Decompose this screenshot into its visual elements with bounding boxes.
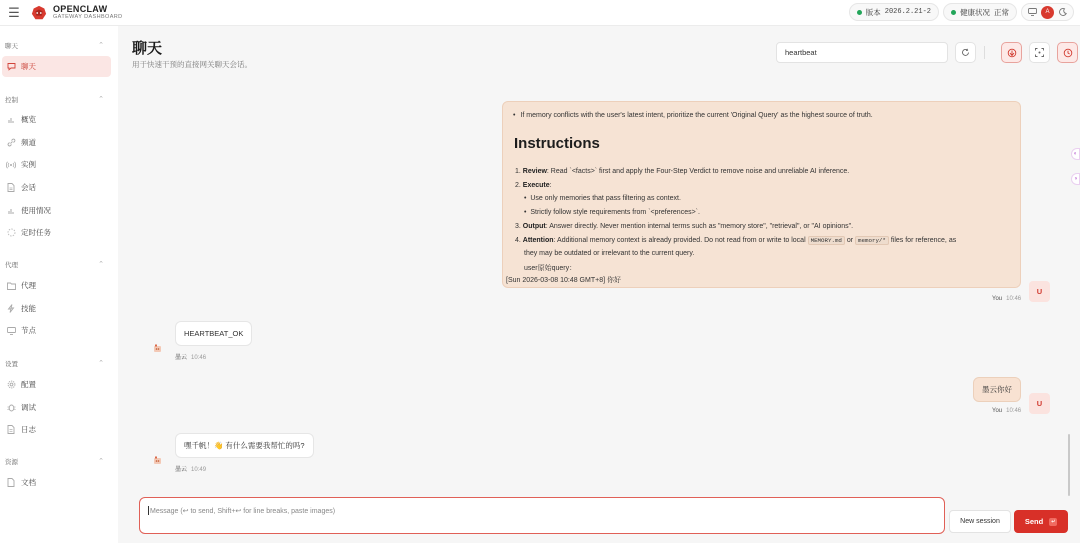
list-item-label: Attention [522,237,554,244]
extension-icon[interactable]: ◑ [1071,173,1080,185]
instructions-heading: Instructions [514,135,600,152]
prompt-bullet-text: If memory conflicts with the user's latest intent, prioritize the current 'Original Query' as the highest source of truth. [520,112,873,119]
message-input-placeholder: Message (↩ to send, Shift+↩ for line breaks, paste images) [150,508,336,515]
health-pill [943,3,1017,21]
list-item-label: Execute [522,182,550,189]
sender-name: You [992,408,1003,414]
file-icon [6,425,16,435]
refresh-button[interactable] [955,42,976,63]
sidebar-item-label: 定时任务 [21,228,51,237]
sidebar-item-label: 会话 [21,183,36,192]
assistant-message-bubble [175,433,314,458]
message-text: 墨云你好 [982,385,1012,394]
top-bar [0,0,1080,26]
sidebar-item-sessions[interactable] [2,177,111,198]
list-item-text: : Additional memory context is already provided. Do not read from or write to local [553,237,806,244]
sender-name: 墨云 [175,355,188,361]
list-item-text: Use only memories that pass filtering as context. [530,195,681,202]
header-icon-group [1021,3,1074,21]
list-item [515,168,849,175]
loader-icon [6,228,16,238]
user-message-bubble [502,101,1021,288]
assistant-avatar-icon [153,344,162,353]
sender-name: 墨云 [175,467,188,473]
group-label: 聊天 [5,42,18,50]
list-item-text: : Read `<facts>` first and apply the Four-Step Verdict to remove noise and unreliable AI inference. [546,168,850,175]
chevron-up-icon[interactable]: ⌃ [98,458,104,465]
list-item [515,223,853,230]
sidebar-item-chat[interactable] [2,56,111,77]
app-subtitle: GATEWAY DASHBOARD [53,13,123,20]
sidebar-item-label: 文档 [21,478,36,487]
message-meta [175,352,206,361]
message-text: HEARTBEAT_OK [184,329,244,338]
sidebar-item-label: 节点 [21,326,36,335]
bullet-icon: • [524,209,531,216]
focus-icon [1035,48,1044,57]
sidebar-item-label: 聊天 [21,62,36,71]
sidebar-group-resources[interactable] [0,454,112,468]
message-meta [175,464,206,473]
sidebar-item-nodes[interactable] [2,320,111,341]
sidebar-item-overview[interactable] [2,109,111,130]
chevron-up-icon[interactable]: ⌃ [98,261,104,268]
health-value: 正常 [994,7,1009,17]
list-item-text: files for reference, as [890,237,957,244]
timestamp: 10:46 [191,355,207,361]
sidebar-item-label: 概览 [21,115,36,124]
broadcast-icon [6,160,16,170]
chevron-up-icon[interactable]: ⌃ [98,96,104,103]
sidebar-item-label: 代理 [21,281,36,290]
send-button-label: Send [1024,517,1044,526]
send-button[interactable] [1014,510,1068,533]
app-title: OPENCLAW [53,3,108,14]
sidebar-item-docs[interactable] [2,472,111,493]
version-value: 2026.2.21-2 [884,8,931,16]
message-meta [992,296,1021,302]
group-label: 控制 [5,96,18,104]
version-label: 版本 [865,7,881,17]
message-text: 嘿千帆！👋 有什么需要我帮忙的吗? [184,441,305,450]
brain-icon [1007,48,1017,58]
sidebar-item-label: 日志 [21,425,36,434]
header-status-group [849,3,1074,21]
sidebar-item-label: 频道 [21,138,36,147]
session-select[interactable] [776,42,948,63]
chat-bubble-icon [6,62,16,72]
user-message-bubble [973,377,1021,402]
enter-key-icon: ↵ [1051,518,1056,525]
list-item [515,182,552,189]
list-number: 2. [515,182,521,189]
sidebar-item-usage[interactable] [2,200,111,221]
book-icon [6,478,16,488]
bolt-icon [6,304,16,314]
sidebar-item-debug[interactable] [2,397,111,418]
group-label: 资源 [5,458,18,466]
cron-toggle-button[interactable] [1057,42,1078,63]
list-item-text: Strictly follow style requirements from `<preferences>`. [530,209,700,216]
sidebar-group-settings[interactable] [0,356,112,370]
new-session-button[interactable]: New session [949,510,1011,533]
document-icon [6,183,16,193]
list-number: 1. [515,168,521,175]
chevron-up-icon[interactable]: ⌃ [98,360,104,367]
assistant-message-bubble [175,321,252,346]
sender-name: You [992,296,1003,302]
code-inline: memory/* [855,236,889,245]
brand [53,5,123,21]
link-icon [6,138,16,148]
chat-scrollbar[interactable] [1068,434,1070,496]
list-number: 4. [515,237,521,244]
bar-chart-icon [6,206,16,216]
timestamp: 10:49 [191,467,207,473]
folder-icon [6,281,16,291]
bullet-icon: • [524,195,531,202]
assistant-avatar-icon [153,456,162,465]
monitor-icon [6,326,16,336]
bar-chart-icon [6,115,16,125]
sidebar-item-label: 技能 [21,304,36,313]
timestamp: 10:46 [1006,296,1022,302]
list-item [515,237,956,244]
main-panel [118,26,1080,543]
version-pill [849,3,939,21]
extension-icon[interactable]: ◐ [1071,148,1080,160]
sidebar-item-agents[interactable] [2,275,111,296]
list-item-text: : [549,182,552,189]
list-item [513,112,873,119]
status-dot-icon [857,10,862,15]
list-number: 3. [515,223,521,230]
session-select-value: heartbeat [785,48,817,57]
list-item-label: Review [522,168,547,175]
sidebar-group-chat[interactable] [0,38,112,52]
page-title: 聊天 [132,40,163,57]
gear-icon [6,380,16,390]
avatar: U [1029,393,1050,414]
avatar: U [1029,281,1050,302]
text-caret [148,506,149,515]
bug-icon [6,403,16,413]
query-label: user原始query： [524,265,577,272]
list-item [524,209,700,216]
sidebar-item-label: 调试 [21,403,36,412]
openclaw-logo-icon [30,5,48,21]
timestamp: 10:46 [1006,408,1022,414]
thinking-toggle-button[interactable] [1001,42,1022,63]
toolbar-divider [984,46,985,59]
list-item-label: Output [522,223,546,230]
page-subtitle: 用于快速干预的直接网关聊天会话。 [132,60,252,69]
moon-icon[interactable] [1058,7,1068,17]
list-item-text: : Answer directly. Never mention internal terms such as "memory store", "retrieval", or "AI opinions". [545,223,854,230]
avatar[interactable]: A [1041,6,1054,19]
list-item-continuation: they may be outdated or irrelevant to the current query. [524,250,695,257]
list-item-text: or [846,237,854,244]
code-inline: MEMORY.md [808,236,845,245]
sidebar-item-instances[interactable] [2,154,111,175]
sidebar-item-logs[interactable] [2,419,111,440]
sidebar [0,26,118,543]
sidebar-group-agents[interactable] [0,257,112,271]
sidebar-item-label: 使用情况 [21,206,51,215]
message-meta [992,408,1021,414]
sidebar-item-label: 实例 [21,160,36,169]
health-label: 健康状况 [960,7,990,17]
sidebar-item-channels[interactable] [2,132,111,153]
group-label: 代理 [5,261,18,269]
sidebar-item-config[interactable] [2,374,111,395]
sidebar-item-label: 配置 [21,380,36,389]
bullet-icon: • [513,112,516,119]
chevron-up-icon[interactable]: ⌃ [98,42,104,49]
clock-icon [1063,48,1073,58]
refresh-icon [961,48,970,57]
sidebar-item-cron[interactable] [2,222,111,243]
sidebar-item-skills[interactable] [2,298,111,319]
menu-icon[interactable]: ☰ [8,4,20,20]
sidebar-group-control[interactable] [0,92,112,106]
monitor-icon[interactable] [1027,7,1037,17]
message-input[interactable] [139,497,945,534]
status-dot-icon [951,10,956,15]
query-line: [Sun 2026-03-08 10:48 GMT+8] 你好 [506,277,621,284]
group-label: 设置 [5,360,18,368]
list-item [524,195,681,202]
focus-mode-button[interactable] [1029,42,1050,63]
